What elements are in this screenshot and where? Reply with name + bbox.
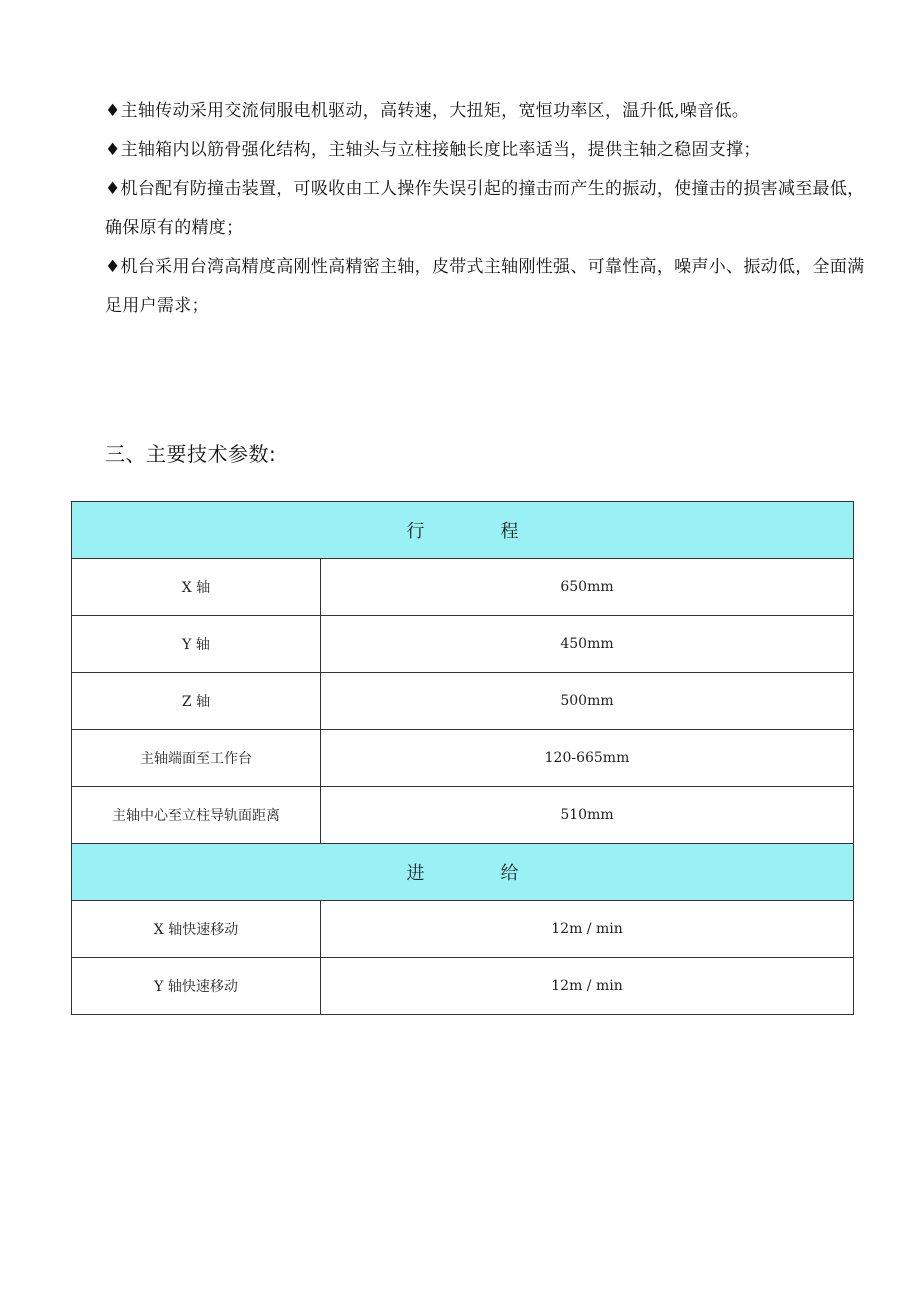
feature-item-precision-spindle: ♦机台采用台湾高精度高刚性高精密主轴，皮带式主轴刚性强、可靠性高，噪声小、振动低，全面满足用户需求； <box>105 257 865 316</box>
value-cell: 120-665mm <box>321 730 854 787</box>
value-cell: 450mm <box>321 616 854 673</box>
table-row <box>72 901 854 958</box>
section-heading-tech-params: 三、主要技术参数: <box>105 442 277 466</box>
group-header-feed: 进给 <box>72 844 854 901</box>
spec-table <box>71 501 854 1015</box>
table-row <box>72 559 854 616</box>
feature-item-anti-collision: ♦机台配有防撞击装置，可吸收由工人操作失误引起的撞击而产生的振动，使撞击的损害减至最低，确保原有的精度； <box>105 179 865 238</box>
param-cell: Y 轴快速移动 <box>72 958 321 1015</box>
value-cell: 12m / min <box>321 901 854 958</box>
value-cell: 510mm <box>321 787 854 844</box>
group-header-row-travel <box>72 502 854 559</box>
param-cell: Z 轴 <box>72 673 321 730</box>
table-row <box>72 673 854 730</box>
group-header-row-feed <box>72 844 854 901</box>
value-cell: 500mm <box>321 673 854 730</box>
feature-item-spindle-box: ♦主轴箱内以筋骨强化结构，主轴头与立柱接触长度比率适当，提供主轴之稳固支撑； <box>105 140 761 160</box>
feature-item-spindle-drive: ♦主轴传动采用交流伺服电机驱动，高转速，大扭矩，宽恒功率区，温升低,噪音低。 <box>105 101 750 121</box>
value-cell: 12m / min <box>321 958 854 1015</box>
param-cell: 主轴端面至工作台 <box>72 730 321 787</box>
param-cell: X 轴 <box>72 559 321 616</box>
param-cell: 主轴中心至立柱导轨面距离 <box>72 787 321 844</box>
group-header-travel: 行程 <box>72 502 854 559</box>
param-cell: Y 轴 <box>72 616 321 673</box>
param-cell: X 轴快速移动 <box>72 901 321 958</box>
table-row <box>72 616 854 673</box>
value-cell: 650mm <box>321 559 854 616</box>
table-row <box>72 958 854 1015</box>
table-row <box>72 787 854 844</box>
feature-list <box>105 92 865 326</box>
table-row <box>72 730 854 787</box>
